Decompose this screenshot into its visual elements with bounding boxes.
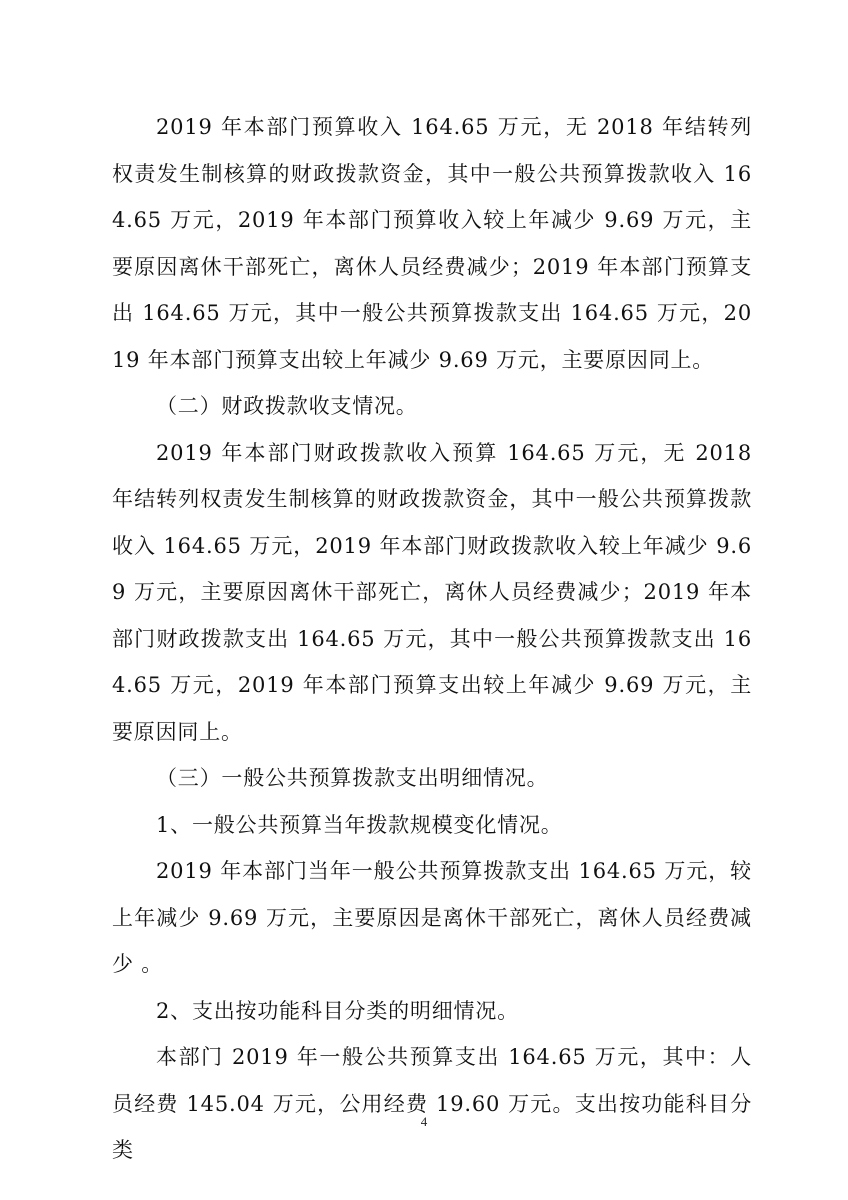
paragraph-fiscal-appropriation: 2019 年本部门财政拨款收入预算 164.65 万元，无 2018 年结转列权责发生制核算的财政拨款资金，其中一般公共预算拨款收入 164.65 万元，2019 年本部门财政拨款收入较上年减少 9.69 万元，主要原因离休干部死亡，离休人员经费减少；2019 年本部门财政拨款支出 164.65 万元，其中一般公共预算拨款支出 164.65 万元，2019 年本部门预算支出较上年减少 9.69 万元，主要原因同上。 (112, 440, 752, 744)
paragraph-appropriation-scale: 2019 年本部门当年一般公共预算拨款支出 164.65 万元，较上年减少 9.69 万元，主要原因是离休干部死亡，离休人员经费减少 。 (112, 859, 752, 976)
subheading-appropriation-scale: 1、一般公共预算当年拨款规模变化情况。 (156, 812, 563, 837)
section-heading-expenditure-details: （三）一般公共预算拨款支出明细情况。 (156, 766, 549, 790)
subheading-functional-classification: 2、支出按功能科目分类的明细情况。 (156, 998, 519, 1023)
section-heading-fiscal-appropriation: （二）财政拨款收支情况。 (156, 394, 418, 418)
paragraph-functional-classification: 本部门 2019 年一般公共预算支出 164.65 万元，其中：人员经费 145.04 万元，公用经费 19.60 万元。支出按功能科目分类 (112, 1045, 752, 1162)
page-number: 4 (420, 1114, 428, 1129)
document-body (112, 104, 752, 1174)
paragraph-budget-summary: 2019 年本部门预算收入 164.65 万元，无 2018 年结转列权责发生制核算的财政拨款资金，其中一般公共预算拨款收入 164.65 万元，2019 年本部门预算收入较上年减少 9.69 万元，主要原因离休干部死亡，离休人员经费减少；2019 年本部门预算支出 164.65 万元，其中一般公共预算拨款支出 164.65 万元，2019 年本部门预算支出较上年减少 9.69 万元，主要原因同上。 (112, 115, 752, 372)
